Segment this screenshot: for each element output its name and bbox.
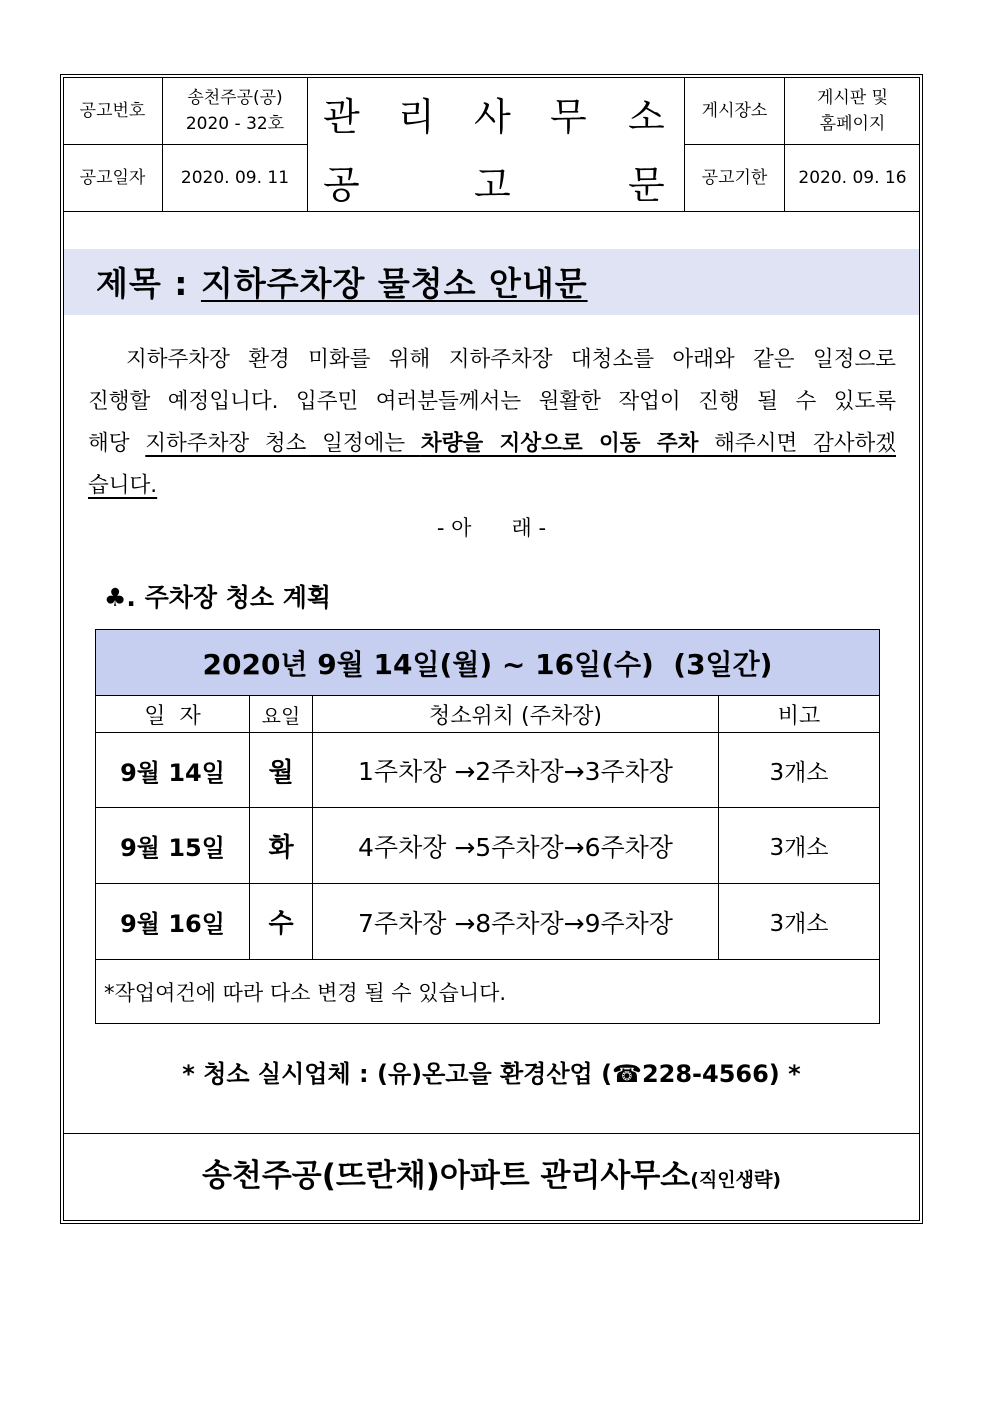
header-day: 요일 (261, 703, 301, 728)
header-location: 청소위치 (주차장) (429, 703, 602, 729)
office-title-char-4: 무 (550, 95, 587, 139)
notice-number-value-line2: 2020 - 32호 (185, 113, 285, 134)
row-date: 9월 14일 (120, 758, 225, 787)
body-line-1: 지하주차장 환경 미화를 위해 지하주차장 대청소를 아래와 같은 일정으로 (126, 347, 896, 372)
row-note: 3개소 (769, 835, 829, 861)
row-date: 9월 15일 (120, 834, 225, 862)
row-day: 월 (268, 757, 294, 788)
body-line-4 (88, 465, 896, 507)
subject-title (96, 258, 588, 305)
body-line-3c: 차량을 지상으로 이동 주차 (420, 431, 699, 456)
row-location: 4주차장 →5주차장→6주차장 (358, 832, 673, 862)
deadline-value: 2020. 09. 16 (798, 168, 907, 188)
office-signature (63, 1150, 920, 1195)
office-title-char-1: 관 (323, 95, 360, 139)
notice-number-value-line1: 송천주공(공) (187, 87, 283, 108)
notice-title-char-2: 고 (474, 163, 511, 207)
body-line-3b: 지하주차장 청소 일정에는 (145, 431, 421, 456)
schedule-footnote: *작업여건에 따라 다소 변경 될 수 있습니다. (104, 980, 507, 1005)
notice-number-value (163, 77, 307, 144)
row-location: 7주차장 →8주차장→9주차장 (358, 908, 673, 938)
post-place-value-line1: 게시판 및 (816, 87, 889, 108)
notice-title-char-3: 문 (628, 163, 665, 207)
body-line-2: 진행할 예정입니다. 입주민 여러분들께서는 원활한 작업이 진행 될 수 있도록 (88, 389, 896, 414)
office-title-char-3: 사 (474, 95, 511, 139)
office-name: 송천주공(뜨란채)아파트 관리사무소 (201, 1158, 691, 1194)
header-date: 일 자 (144, 703, 201, 729)
seal-omitted: (직인생략) (690, 1169, 782, 1191)
body-paragraph (88, 339, 896, 507)
post-place-label: 게시장소 (701, 100, 768, 121)
notice-date-value: 2020. 09. 11 (180, 168, 290, 188)
body-line-3a: 해당 (88, 431, 146, 456)
subject-text: 지하주차장 물청소 안내문 (200, 264, 588, 303)
below-marker: - 아 래 - (436, 516, 547, 540)
row-note: 3개소 (769, 911, 829, 937)
section-title: ♣. 주차장 청소 계획 (104, 583, 332, 612)
body-line-3d: 해주시면 감사하겠 (698, 431, 897, 456)
notice-number-label: 공고번호 (79, 100, 146, 121)
period-text: 2020년 9월 14일(월) ~ 16일(수) (3일간) (202, 647, 773, 681)
notice-date-label: 공고일자 (79, 168, 146, 188)
deadline-label: 공고기한 (701, 168, 768, 188)
header-note: 비고 (777, 703, 821, 729)
body-line-4-text: 습니다. (88, 473, 158, 498)
post-place-value (785, 77, 920, 144)
office-title-char-2: 리 (398, 95, 435, 139)
notice-title-char-1: 공 (323, 163, 360, 207)
subject-prefix: 제목 : (96, 264, 201, 303)
contractor-info: * 청소 실시업체 : (유)온고을 환경산업 (☎228-4566) * (182, 1060, 801, 1088)
row-note: 3개소 (769, 759, 829, 786)
row-day: 수 (268, 909, 294, 939)
post-place-value-line2: 홈페이지 (819, 113, 886, 134)
office-title-char-5: 소 (628, 95, 665, 139)
divider (63, 1133, 920, 1134)
row-location: 1주차장 →2주차장→3주차장 (358, 757, 673, 786)
row-date: 9월 16일 (120, 910, 225, 938)
row-day: 화 (268, 833, 294, 863)
body-line-3 (88, 423, 896, 465)
